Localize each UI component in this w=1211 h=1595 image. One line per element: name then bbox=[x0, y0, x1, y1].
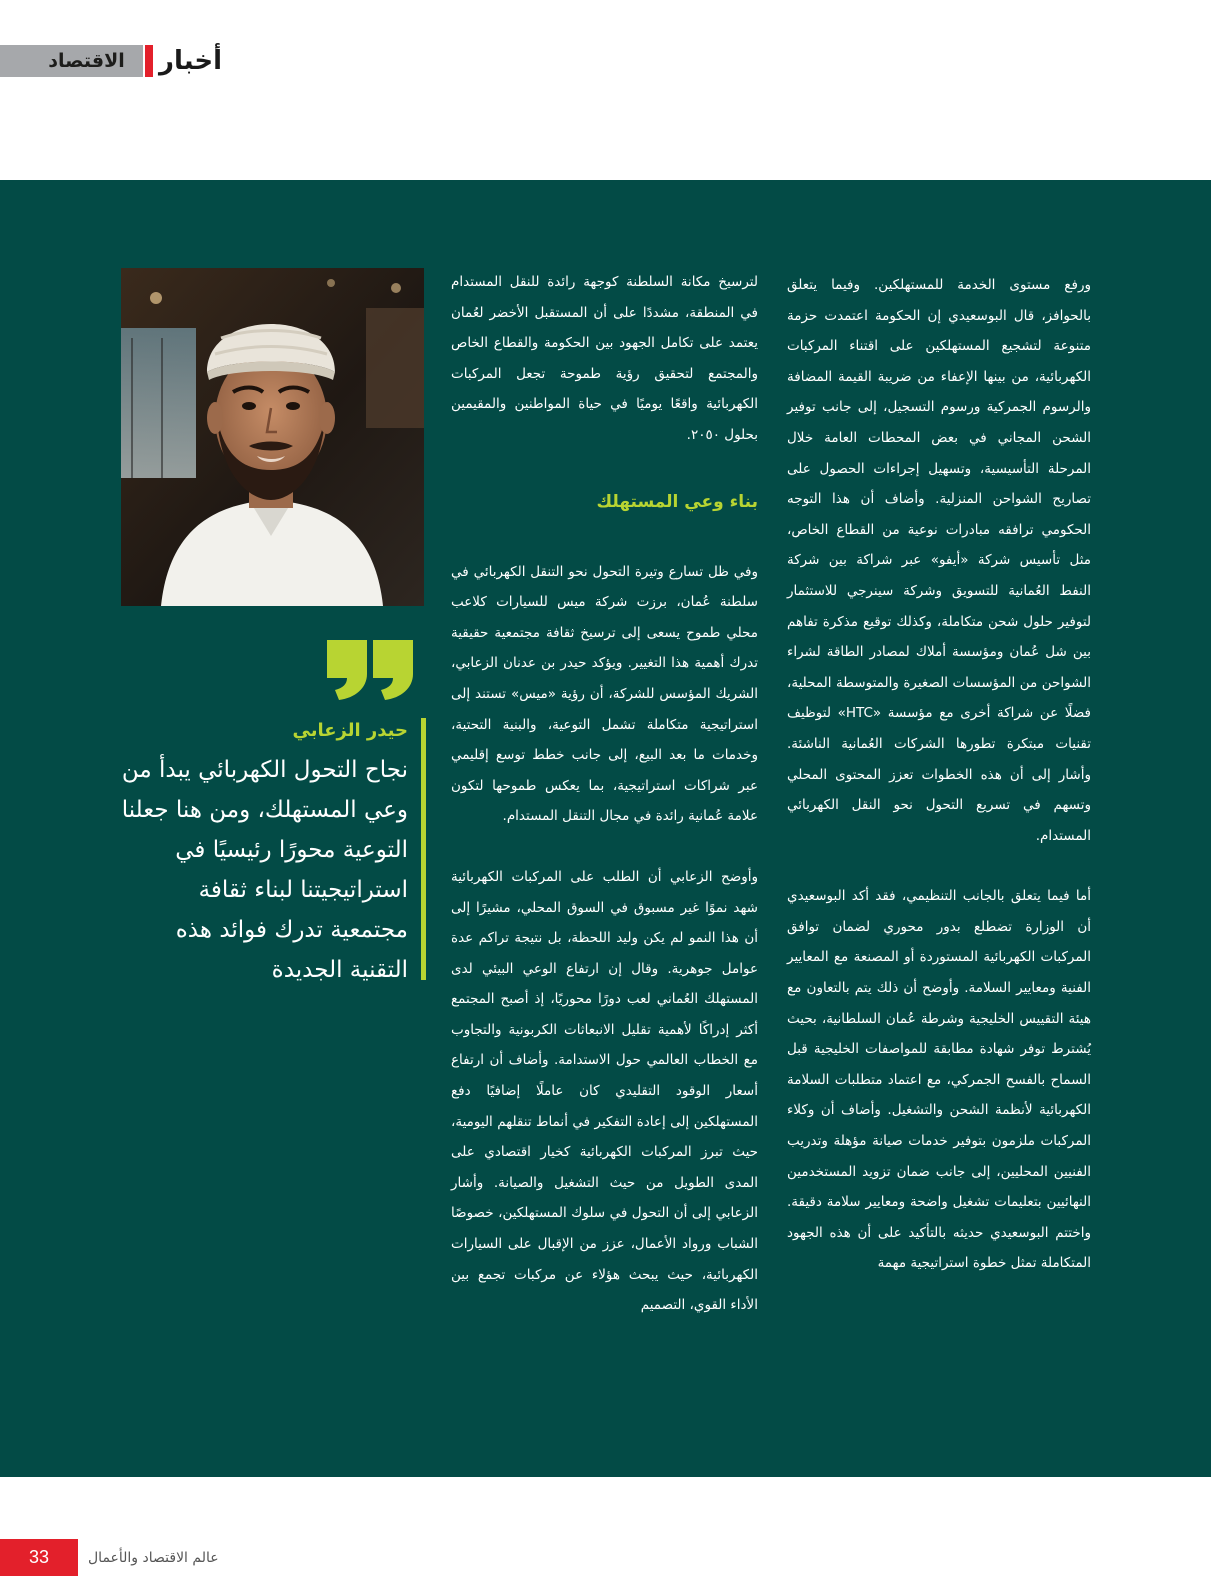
magazine-logo: الاقتصاد bbox=[48, 50, 125, 72]
article-column-middle bbox=[451, 267, 758, 1321]
footer-magazine-name: عالم الاقتصاد والأعمال bbox=[88, 1549, 219, 1566]
quote-mark-icon bbox=[325, 640, 415, 700]
header-red-marker bbox=[145, 45, 153, 77]
portrait-photo bbox=[121, 268, 424, 606]
article-paragraph: لترسيخ مكانة السلطنة كوجهة رائدة للنقل المستدام في المنطقة، مشددًا على أن المستقبل الأخضر لعُمان يعتمد على تكامل الجهود بين الحكومة والقطاع الخاص والمجتمع لتحقيق رؤية طموحة تجعل المركبات الكهربائية واقعًا يوميًا في حياة المواطنين والمقيمين بحلول ٢٠٥٠. bbox=[451, 274, 758, 443]
article-paragraph: ورفع مستوى الخدمة للمستهلكين. وفيما يتعلق بالحوافز، قال البوسعيدي إن الحكومة اعتمدت حزمة متنوعة لتشجيع المستهلكين على اقتناء المركبات الكهربائية، من بينها الإعفاء من ضريبة القيمة المضافة والرسوم الجمركية ورسوم التسجيل، إلى جانب توفير الشحن المجاني في بعض المحطات العامة خلال المرحلة التأسيسية، وتسهيل إجراءات الحصول على تصاريح الشواحن المنزلية. وأضاف أن هذا التوجه الحكومي ترافقه مبادرات نوعية من القطاع الخاص، مثل تأسيس شركة «أيفو» عبر شراكة بين شركة النفط العُمانية للتسويق وشركة سينرجي للاستثمار لتوفير حلول شحن متكاملة، وكذلك توقيع مذكرة تفاهم بين شل عُمان ومؤسسة أملاك لمصادر الطاقة لشراء الشواحن من المؤسسات الصغيرة والمتوسطة المحلية، فضلًا عن شراكة أخرى مع مؤسسة «HTC» لتوظيف تقنيات مبتكرة تطورها الشركات العُمانية الناشئة. وأشار إلى أن هذه الخطوات تعزز المحتوى المحلي وتسهم في تسريع التحول نحو النقل الكهربائي المستدام. bbox=[787, 277, 1091, 844]
article-paragraph: وفي ظل تسارع وتيرة التحول نحو التنقل الكهربائي في سلطنة عُمان، برزت شركة ميس للسيارات كلاعب محلي طموح يسعى إلى ترسيخ ثقافة مجتمعية حقيقية تدرك أهمية هذا التغيير. ويؤكد حيدر بن عدنان الزعابي، الشريك المؤسس للشركة، أن رؤية «ميس» تستند إلى استراتيجية متكاملة تشمل التوعية، والبنية التحتية، وخدمات ما بعد البيع، إلى جانب خطط توسع إقليمي عبر شراكات استراتيجية، بما يعكس طموحها لتكون علامة عُمانية رائدة في مجال التنقل المستدام. bbox=[451, 563, 758, 825]
article-column-right bbox=[787, 270, 1091, 1279]
article-paragraph: وأوضح الزعابي أن الطلب على المركبات الكهربائية شهد نموًا غير مسبوق في السوق المحلي، مشيرًا إلى أن هذا النمو لم يكن وليد اللحظة، بل نتيجة تراكم عدة عوامل جوهرية. وقال إن ارتفاع الوعي البيئي لدى المستهلك العُماني لعب دورًا محوريًا، إذ أصبح المجتمع أكثر إدراكًا لأهمية تقليل الانبعاثات الكربونية والتجاوب مع الخطاب العالمي حول الاستدامة. وأضاف أن ارتفاع أسعار الوقود التقليدي كان عاملًا إضافيًا دفع المستهلكين إلى إعادة التفكير في أنماط تنقلهم اليومية، حيث تبرز المركبات الكهربائية كخيار اقتصادي على المدى الطويل من حيث التشغيل والصيانة. وأشار الزعابي إلى أن التحول في سلوك المستهلكين، خصوصًا الشباب ورواد الأعمال، عزز من الإقبال على السيارات الكهربائية، حيث يبحث هؤلاء عن مركبات تجمع بين الأداء القوي، التصميم bbox=[451, 868, 758, 1314]
quote-text: نجاح التحول الكهربائي يبدأ من وعي المستهلك، ومن هنا جعلنا التوعية محورًا رئيسيًا في استراتيجيتنا لبناء ثقافة مجتمعية تدرك فوائد هذه التقنية الجديدة bbox=[121, 757, 408, 983]
pull-quote bbox=[120, 718, 426, 983]
article-subheading: بناء وعي المستهلك bbox=[596, 491, 758, 512]
page-number: 33 bbox=[28, 1547, 50, 1567]
section-title: أخبار bbox=[159, 46, 222, 76]
article-paragraph: أما فيما يتعلق بالجانب التنظيمي، فقد أكد البوسعيدي أن الوزارة تضطلع بدور محوري لضمان توافق المركبات الكهربائية المستوردة أو المصنعة مع المعايير الفنية ومعايير السلامة. وأوضح أن ذلك يتم بالتعاون مع هيئة التقييس الخليجية وشرطة عُمان السلطانية، بحيث يُشترط توفر شهادة مطابقة للمواصفات الخليجية قبل السماح بالفسح الجمركي، مع اعتماد متطلبات السلامة الكهربائية لأنظمة الشحن والتشغيل. وأضاف أن وكلاء المركبات ملزمون بتوفير خدمات صيانة مؤهلة وتدريب الفنيين المحليين، إلى جانب ضمان تزويد المستخدمين النهائيين بتعليمات تشغيل واضحة ومعايير سلامة دقيقة. واختتم البوسعيدي حديثه بالتأكيد على أن هذه الجهود المتكاملة تمثل خطوة استراتيجية مهمة bbox=[787, 888, 1091, 1272]
quote-author: حيدر الزعابي bbox=[292, 720, 408, 741]
